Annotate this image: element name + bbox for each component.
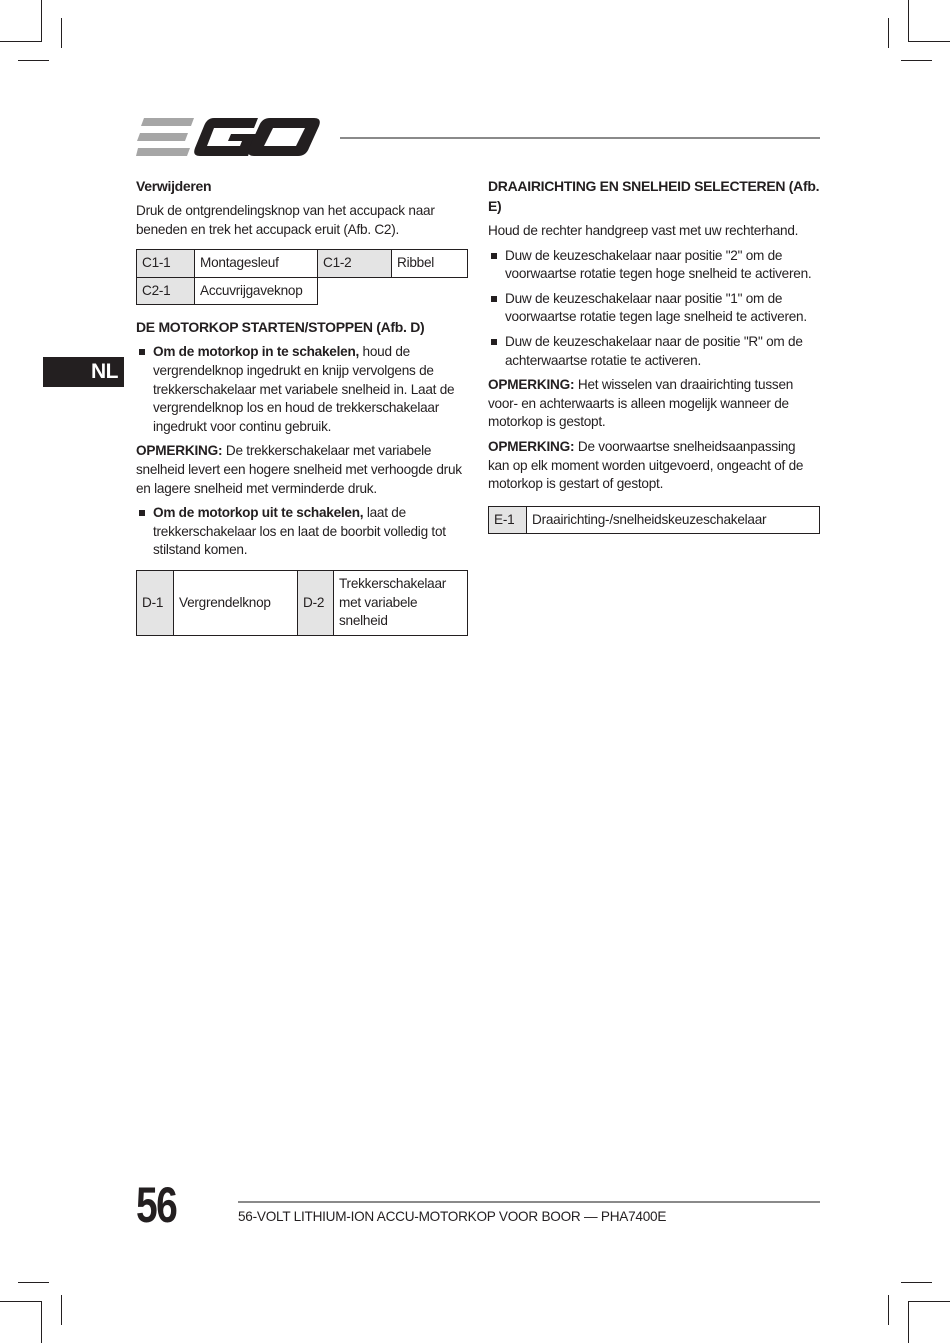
language-tab: NL xyxy=(43,357,124,387)
crop-mark xyxy=(908,0,909,41)
note-paragraph xyxy=(488,376,820,432)
bullet-bold-lead: Om de motorkop uit te schakelen, xyxy=(153,505,364,521)
crop-mark xyxy=(908,41,950,42)
note-text: De trekkerschakelaar met variabele snelheid levert een hogere snelheid met verhoogde druk en lagere snelheid met verminderde druk. xyxy=(136,443,462,496)
list-item xyxy=(488,333,820,370)
stop-list xyxy=(136,504,468,560)
list-item xyxy=(136,504,468,560)
legend-code: C1-1 xyxy=(137,250,195,278)
bullet-text: Duw de keuzeschakelaar naar positie "2" om de voorwaartse rotatie tegen hoge snelheid te activeren. xyxy=(505,247,812,282)
page-number: 56 xyxy=(136,1177,177,1233)
note-paragraph xyxy=(488,438,820,494)
crop-mark xyxy=(908,1302,909,1343)
bullet-text: laat de trekkerschakelaar los en laat de boorbit volledig tot stilstand komen. xyxy=(153,505,446,558)
bullet-text: Duw de keuzeschakelaar naar de positie "R" om de achterwaartse rotatie te activeren. xyxy=(505,333,803,368)
start-stop-heading: DE MOTORKOP STARTEN/STOPPEN (Afb. D) xyxy=(136,319,425,336)
legend-table-d xyxy=(136,570,468,636)
legend-label: Vergrendelknop xyxy=(174,570,298,635)
remove-heading: Verwijderen xyxy=(136,178,212,194)
crop-mark xyxy=(0,41,42,42)
table-row xyxy=(137,250,468,278)
crop-mark xyxy=(888,1295,889,1325)
bullet-square-icon xyxy=(491,339,497,345)
list-item xyxy=(488,290,820,327)
table-row xyxy=(137,570,468,635)
legend-label: Ribbel xyxy=(392,250,468,278)
note-paragraph xyxy=(136,442,468,498)
table-row xyxy=(137,277,468,305)
legend-code: E-1 xyxy=(489,506,527,534)
legend-code: D-1 xyxy=(137,570,174,635)
list-item xyxy=(136,343,468,436)
crop-mark xyxy=(41,1302,42,1343)
footer-rule xyxy=(238,1201,820,1203)
legend-label: Accuvrijgaveknop xyxy=(195,277,318,305)
list-item xyxy=(488,247,820,284)
table-row xyxy=(489,506,820,534)
bullet-text: houd de vergrendelknop ingedrukt en knijp vervolgens de trekkerschakelaar met variabele snelheid in. Laat de vergrendelknop los en houd de trekkerschakelaar ingedrukt voor continu gebruik. xyxy=(153,344,455,434)
crop-mark xyxy=(41,0,42,41)
note-text: De voorwaartse snelheidsaanpassing kan op elk moment worden uitgevoerd, ongeacht of de motorkop is gestart of gestopt. xyxy=(488,438,804,492)
start-stop-list xyxy=(136,343,468,436)
note-label: OPMERKING: xyxy=(488,377,575,393)
crop-mark xyxy=(0,1301,42,1302)
footer-title: 56-VOLT LITHIUM-ION ACCU-MOTORKOP VOOR BOOR — PHA7400E xyxy=(238,1209,667,1224)
empty-cell xyxy=(318,277,468,305)
crop-mark xyxy=(18,1282,49,1283)
left-column xyxy=(136,176,468,648)
bullet-square-icon xyxy=(139,510,145,516)
legend-code: D-2 xyxy=(298,570,334,635)
crop-mark xyxy=(901,1282,932,1283)
crop-mark xyxy=(888,18,889,48)
header-rule xyxy=(340,137,820,139)
legend-label: Draairichting-/snelheidskeuzeschakelaar xyxy=(527,506,820,534)
legend-table-e xyxy=(488,506,820,535)
direction-list xyxy=(488,247,820,371)
legend-label: Montagesleuf xyxy=(195,250,318,278)
direction-heading: DRAAIRICHTING EN SNELHEID SELECTEREN (Afb. E) xyxy=(488,178,820,214)
crop-mark xyxy=(908,1301,950,1302)
right-column xyxy=(488,176,820,546)
bullet-square-icon xyxy=(491,296,497,302)
crop-mark xyxy=(61,1295,62,1325)
legend-label: Trekkerschakelaar met variabele snelheid xyxy=(334,570,468,635)
direction-intro: Houd de rechter handgreep vast met uw rechterhand. xyxy=(488,223,799,238)
bullet-square-icon xyxy=(139,349,145,355)
legend-code: C2-1 xyxy=(137,277,195,305)
legend-table-c xyxy=(136,249,468,305)
remove-text: Druk de ontgrendelingsknop van het accupack naar beneden en trek het accupack eruit (Afb. C2). xyxy=(136,203,435,237)
bullet-square-icon xyxy=(491,253,497,259)
ego-logo xyxy=(136,116,322,160)
crop-mark xyxy=(18,60,49,61)
note-text: Het wisselen van draairichting tussen voor- en achterwaarts is alleen mogelijk wanneer de motorkop is gestopt. xyxy=(488,377,794,430)
bullet-bold-lead: Om de motorkop in te schakelen, xyxy=(153,344,360,360)
crop-mark xyxy=(901,60,932,61)
note-label: OPMERKING: xyxy=(136,443,223,459)
note-label: OPMERKING: xyxy=(488,438,575,454)
legend-code: C1-2 xyxy=(318,250,392,278)
crop-mark xyxy=(61,18,62,48)
bullet-text: Duw de keuzeschakelaar naar positie "1" om de voorwaartse rotatie tegen lage snelheid te activeren. xyxy=(505,290,807,325)
